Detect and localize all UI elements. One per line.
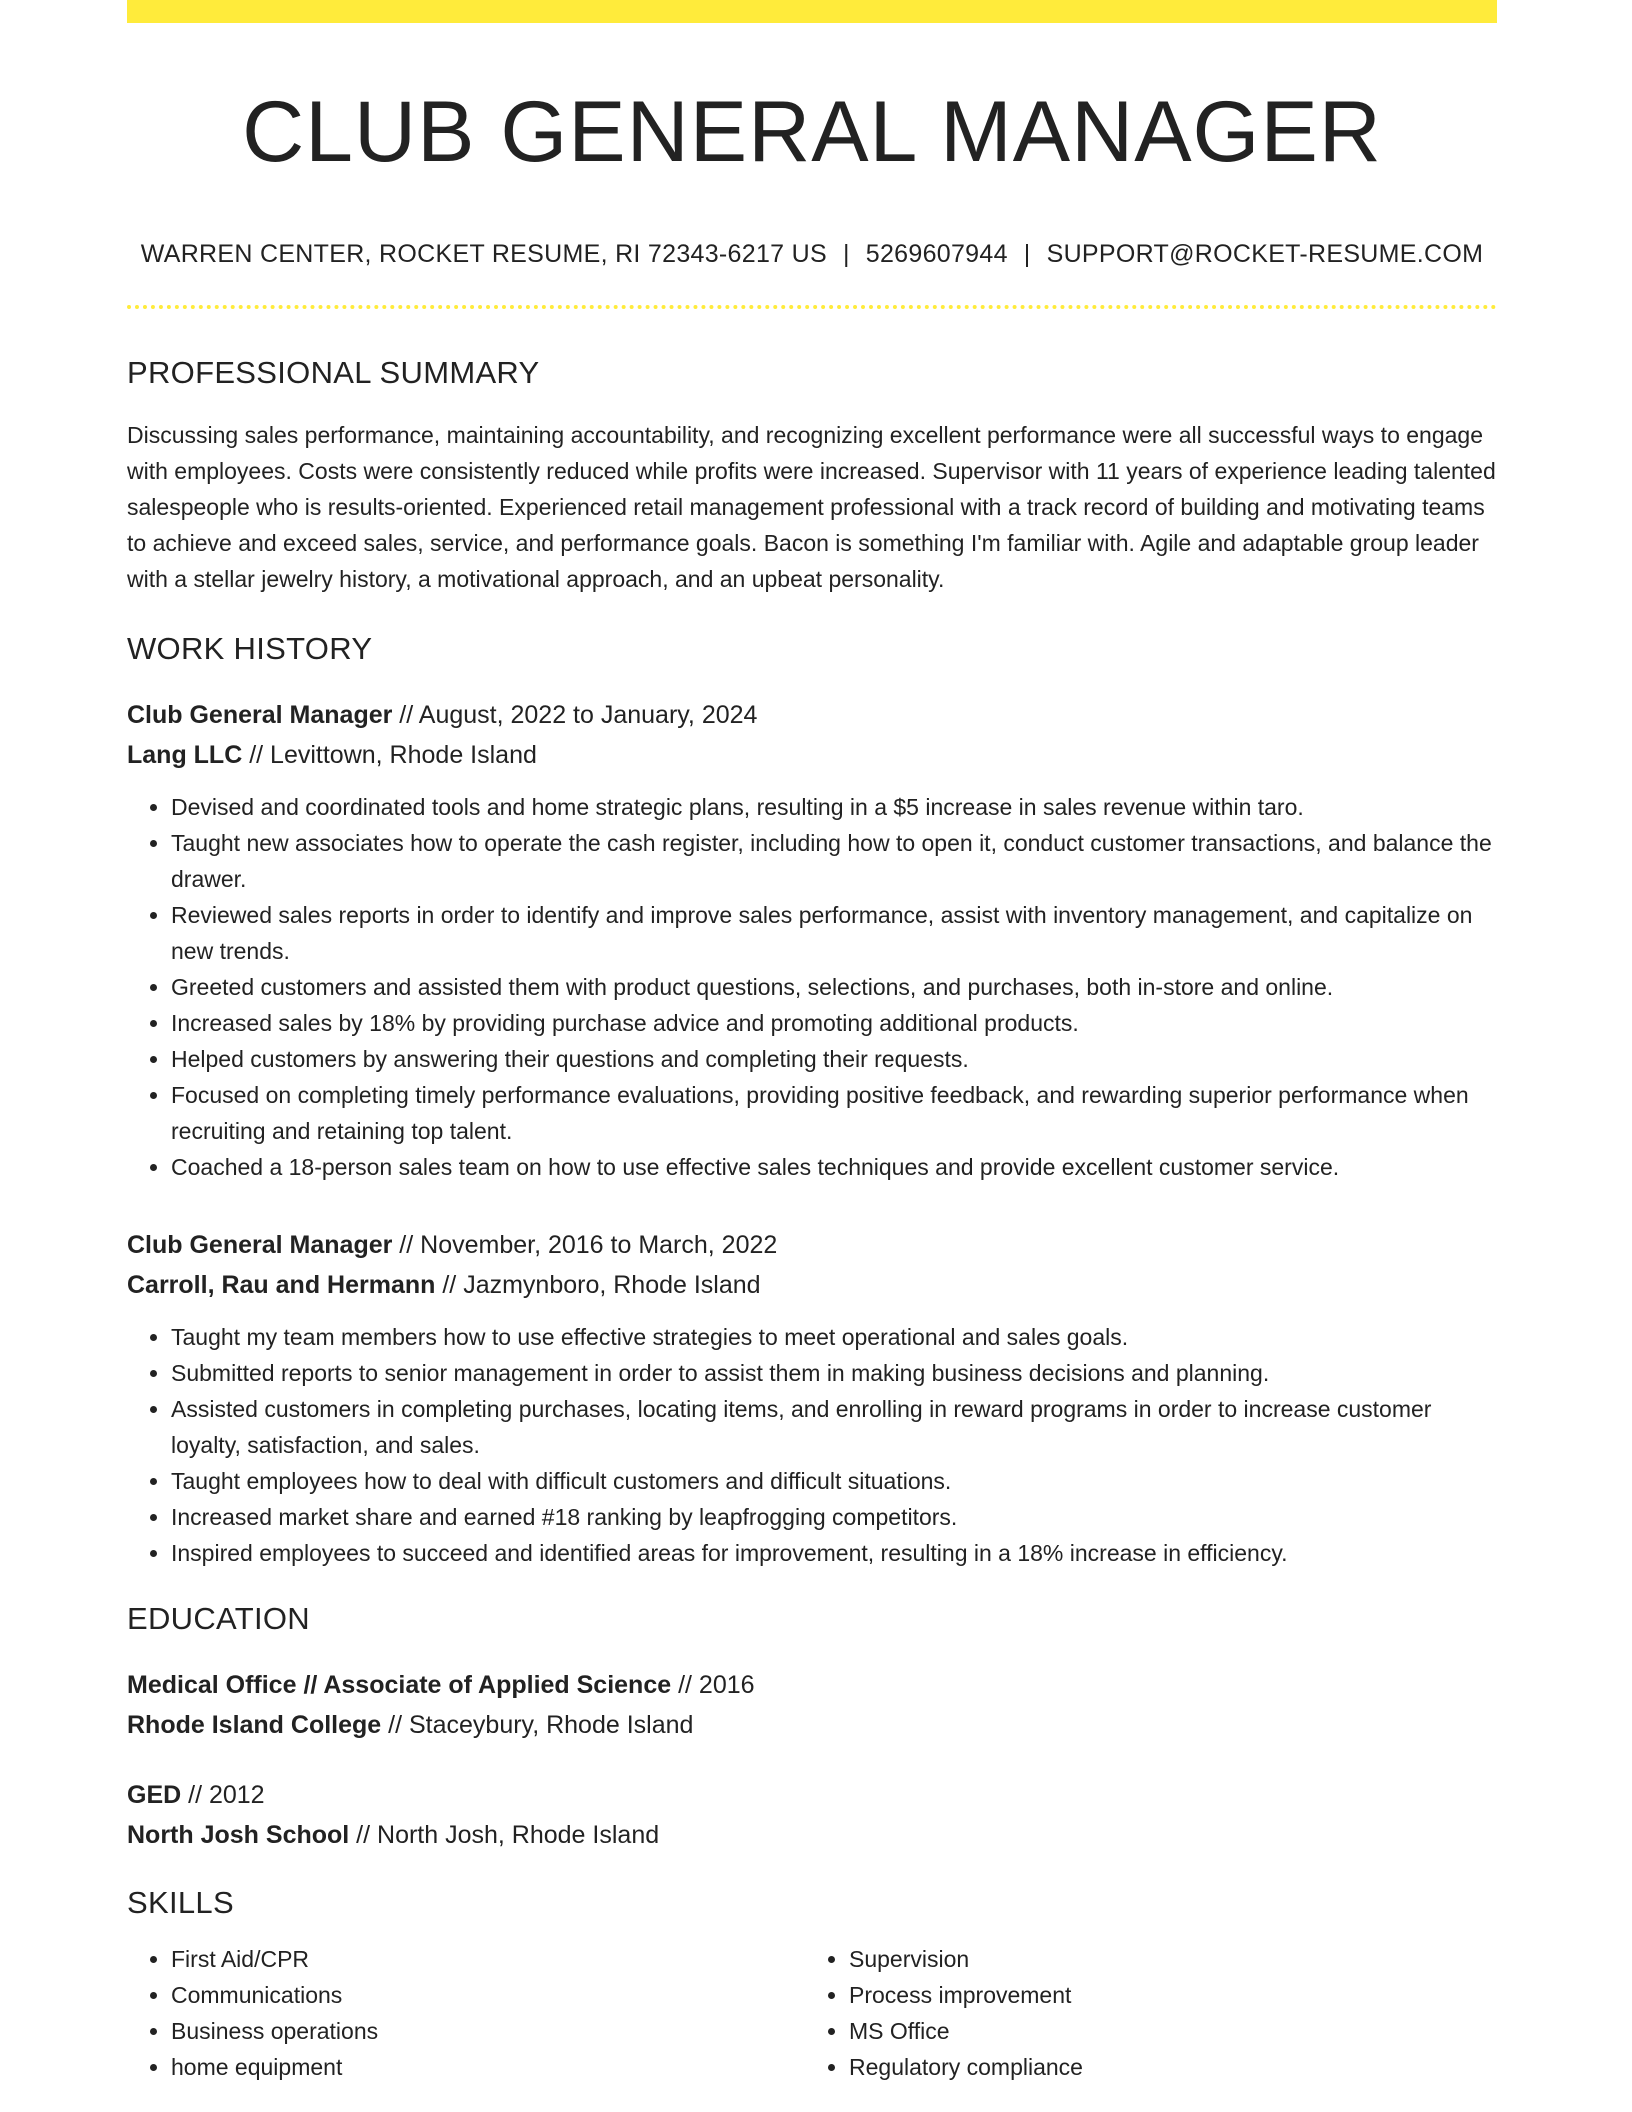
job-bullet: • Taught employees how to deal with difficult customers and difficult situations. — [171, 1463, 1497, 1499]
education-entry — [127, 1665, 1497, 1745]
skills-column-right — [801, 1941, 1479, 2085]
job-location: // Jazmynboro, Rhode Island — [435, 1270, 761, 1299]
job-bullet: • Reviewed sales reports in order to identify and improve sales performance, assist with inventory management, and capitalize on new trends. — [171, 897, 1497, 969]
education-school-line — [127, 1815, 1497, 1855]
job-bullet: • Increased market share and earned #18 ranking by leapfrogging competitors. — [171, 1499, 1497, 1535]
job-bullet: • Assisted customers in completing purchases, locating items, and enrolling in reward programs in order to increase customer loyalty, satisfaction, and sales. — [171, 1391, 1497, 1463]
skill-item: • Communications — [171, 1977, 801, 2013]
job-company: Lang LLC — [127, 740, 243, 769]
job-dates: // August, 2022 to January, 2024 — [392, 700, 758, 729]
job-company-line — [127, 735, 1497, 775]
job-bullet: • Helped customers by answering their questions and completing their requests. — [171, 1041, 1497, 1077]
job-location: // Levittown, Rhode Island — [242, 740, 537, 769]
job-bullet: • Devised and coordinated tools and home strategic plans, resulting in a $5 increase in sales revenue within taro. — [171, 789, 1497, 825]
job-company-line — [127, 1265, 1497, 1305]
education-year: // 2012 — [181, 1780, 265, 1809]
job-bullet: • Focused on completing timely performance evaluations, providing positive feedback, and rewarding superior performance when recruiting and retaining top talent. — [171, 1077, 1497, 1149]
job-bullet: • Inspired employees to succeed and identified areas for improvement, resulting in a 18% increase in efficiency. — [171, 1535, 1497, 1571]
job-bullet: • Greeted customers and assisted them with product questions, selections, and purchases, both in-store and online. — [171, 969, 1497, 1005]
job-title: Club General Manager — [127, 1230, 393, 1259]
education-degree-line — [127, 1775, 1497, 1815]
accent-top-bar — [127, 0, 1497, 23]
job-entry — [127, 1225, 1497, 1571]
skills-column-left — [127, 1941, 801, 2085]
skills-grid — [127, 1941, 1497, 2085]
job-title: Club General Manager — [127, 700, 393, 729]
job-bullet: • Increased sales by 18% by providing purchase advice and promoting additional products. — [171, 1005, 1497, 1041]
skill-item: • Regulatory compliance — [849, 2049, 1479, 2085]
job-entry — [127, 695, 1497, 1185]
education-school: Rhode Island College — [127, 1710, 382, 1739]
education-location: // Staceybury, Rhode Island — [381, 1710, 694, 1739]
contact-phone: 5269607944 — [865, 239, 1008, 268]
job-bullet: • Taught new associates how to operate the cash register, including how to open it, conduct customer transactions, and balance the drawer. — [171, 825, 1497, 897]
education-year: // 2016 — [671, 1670, 755, 1699]
skill-item: • First Aid/CPR — [171, 1941, 801, 1977]
job-bullet: • Submitted reports to senior management in order to assist them in making business decisions and planning. — [171, 1355, 1497, 1391]
contact-line — [127, 240, 1497, 269]
job-title-line — [127, 1225, 1497, 1265]
job-bullet: • Taught my team members how to use effective strategies to meet operational and sales goals. — [171, 1319, 1497, 1355]
education-heading: EDUCATION — [127, 1600, 310, 1636]
education-school: North Josh School — [127, 1820, 350, 1849]
skill-item: • MS Office — [849, 2013, 1479, 2049]
summary-text: Discussing sales performance, maintaining accountability, and recognizing excellent performance were all successful ways to engage with employees. Costs were consistently reduced while profits were increased. Supervisor with 11 years of experience leading talented salespeople who is results-oriented. Experienced retail management professional with a track record of building and motivating teams to achieve and exceed sales, service, and performance goals. Bacon is something I'm familiar with. Agile and adaptable group leader with a stellar jewelry history, a motivational approach, and an upbeat personality. — [127, 421, 1496, 592]
education-entry — [127, 1775, 1497, 1855]
skill-item: • Supervision — [849, 1941, 1479, 1977]
skills-heading: SKILLS — [127, 1884, 234, 1920]
contact-address: WARREN CENTER, ROCKET RESUME, RI 72343-6217 US — [140, 239, 827, 268]
summary-heading: PROFESSIONAL SUMMARY — [127, 354, 540, 390]
education-school-line — [127, 1705, 1497, 1745]
contact-email: SUPPORT@ROCKET-RESUME.COM — [1046, 239, 1484, 268]
skill-item: • home equipment — [171, 2049, 801, 2085]
job-title-line — [127, 695, 1497, 735]
job-dates: // November, 2016 to March, 2022 — [392, 1230, 778, 1259]
job-bullets — [127, 1319, 1497, 1571]
job-bullet: • Coached a 18-person sales team on how to use effective sales techniques and provide excellent customer service. — [171, 1149, 1497, 1185]
job-company: Carroll, Rau and Hermann — [127, 1270, 436, 1299]
contact-separator: | — [1023, 239, 1031, 268]
candidate-title: CLUB GENERAL MANAGER — [242, 84, 1382, 180]
education-degree: GED — [127, 1780, 182, 1809]
education-degree-line — [127, 1665, 1497, 1705]
education-location: // North Josh, Rhode Island — [349, 1820, 660, 1849]
skill-item: • Business operations — [171, 2013, 801, 2049]
dotted-divider — [127, 305, 1497, 309]
skill-item: • Process improvement — [849, 1977, 1479, 2013]
job-bullets — [127, 789, 1497, 1185]
contact-separator: | — [842, 239, 850, 268]
resume-page — [127, 0, 1497, 2085]
work-history-heading: WORK HISTORY — [127, 630, 373, 666]
education-degree: Medical Office // Associate of Applied Science — [127, 1670, 672, 1699]
